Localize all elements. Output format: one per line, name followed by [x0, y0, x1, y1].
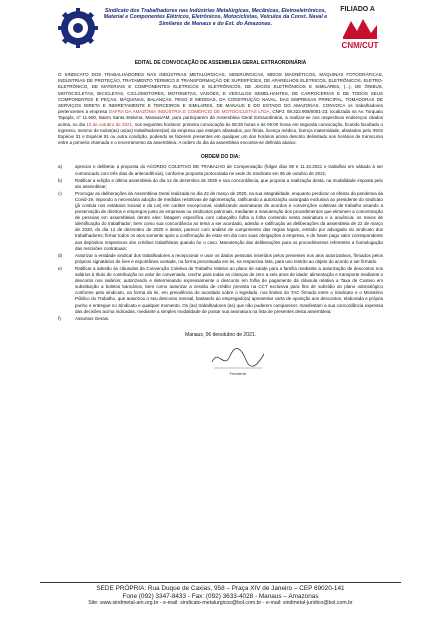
- intro-paragraph: [58, 72, 383, 146]
- intro-text-1: O SINDICATO DOS TRABALHADORES NAS INDÚSTRIAS METALÚRGICAS, SIDERÚRGICAS, MEIOS MAGNÉTICOS, MÁQUINAS FOTOGRÁFICAS, INDÚSTRIAS DE PROTEÇÃO, TRATAMENTO TÉRMICO E TRANSFORMAÇÃO DE SUPERFÍCIES, DE APARELHOS ELÉTRICOS, ELETRÔNICOS, ELETRO-ELETRÔNICO, DE MATERIAIS E COMPONENTES ELÉTRICOS E ELETRÔNICOS, DE JOGOS ELETRÔNICOS E SIMILARES, (...), DE ÔNIBUS, MOTOCICLETAS, BICICLETAS, CICLOMOTORES, MOTONETAS, VAGÕES, E VEÍCULOS SEMELHANTES, DE CARROCERIAS E DE TODOS SEUS COMPONENTES E PEÇAS, MÁQUINAS, BALANÇAS, PESO E MEDIDAS, DA CONSTRUÇÃO NAVAL, DAS EMPRESAS PRINCIPAL, TOMADORAS DE SERVIÇOS DIRETA E INDIRETAMENTE E TERCEIROS E SIMILARES, DE MANAUS E DO ESTADO DO AMAZONAS. CONVOCA os trabalhadores pertencentes a empresa: [58, 72, 383, 115]
- agenda-item: [58, 266, 383, 315]
- company-name: DAFRA DA AMAZÔNIA INDÚSTRIA E COMÉRCIO DE MOTOCICLETAS LTDA: [108, 109, 270, 115]
- signature-caption: Presidente: [229, 371, 247, 376]
- item-text: Autorizar a entidade sindical dos trabalhadores a recepcionar e usar os dados pessoais inseridos pelos presentes nos atos autorizativos, firmados pelos próprios signatários de livre e espontânea vontade, na forma preceituada em lei, na respectiva lista, para uso restrito ao objeto do acordo a ser firmado.: [75, 252, 383, 264]
- signature-block: [58, 344, 383, 384]
- footer-phone: Fone (092) 3347-8433 - Fax: (092) 3633-4028 - Manaus – Amazonas: [122, 592, 319, 600]
- agenda-item: [58, 164, 383, 176]
- agenda-item: [58, 178, 383, 190]
- agenda-list: [58, 164, 383, 321]
- document-title: EDITAL DE CONVOCAÇÃO DE ASSEMBLEIA GERAL EXTRAORDINÁRIA: [134, 60, 307, 66]
- agenda-heading: ORDEM DO DIA:: [200, 154, 241, 161]
- item-text: Prorrogar as deliberações da Assembleia Geral realizada no dia 22 de março de 2020, na sua integralidade, enquanto perdurar os efeitos da pandemia da Covid-19, impondo a necessária adoção de medidas restritivas de aglomeração, ratificando a autorização outorgada exclusiva ao presidente do sindicato (já contida nos estatutos sociais e da Lei) em caráter excepcional, viabilizando assinaturas de acordos e convenções coletivas de trabalho visando a preservação de direitos e empregos junto as empresas ou sindicatos patronais, mediante a manutenção dos procedimentos que eliminem a concentração de pessoas em assembleias dentre eles: listagem específica com cabeçalho folha a folha contendo nesta assinatura e a anuência; os meios de identificação do trabalhador; bem como sua concordância ao tema a ser acordado, adesão e ratificação as deliberações da assembleia de 22 de março de 2020, do dia 12 de dezembro de 2020 e desta; parecer com análise de cumprimento das regras legais, emitido por advogado do sindicato dos trabalhadores; firmar todos os atos somente após a confirmação de estar em dia com suas obrigações a empresa, e de haver pago valor correspondente aos depósitos respectivos dos créditos trabalhistas quando for o caso. Manutenção das deliberações para os procedimentos referentes a homologação das rescisões contratuais;: [75, 190, 383, 251]
- union-name: Sindicato dos Trabalhadores nas Indústrias Metalúrgicas, Mecânicas, Eletroeletrônicos, Material e Componentes Elétricos, Eletrônicos, Motociclistas, Veículos da Const. Naval e Similares de Manaus e do Est. do Amazonas.: [103, 8, 328, 27]
- item-text: apreciar e deliberar a proposta do ACORDO COLETIVO DE TRABALHO de Compensação (folgar dias 08 e 11.10.2021 e trabalhar em sábado à ser comunicado com três dias de antecedência), conforme proposta protocolada ne sede do Sindicato em 06 de outubro de 2021;: [75, 164, 383, 176]
- affiliation-label: FILIADO A: [340, 6, 375, 13]
- item-letter: a): [58, 164, 63, 170]
- item-letter: e): [58, 265, 63, 271]
- cnm-cut-wordmark: CNM/CUT: [341, 41, 379, 50]
- footer-address: SEDE PRÓPRIA: Rua Duque de Caxias, 958 – Praça XIV de Janeiro – CEP 69020-141: [96, 585, 345, 592]
- union-gear-logo: [58, 8, 98, 48]
- item-letter: b): [58, 177, 63, 183]
- intro-text-3: , nos seguintes horários: primeira convocação às 08:30 horas e às 09:00 horas em segunda convocação, ficando facultado o ingresso, mesmo de todos(as) os(as) trabalhadores(as) da empresa que estejam afastados, por férias, licença médica, licença maternidade, afastados pelo INSS Espécie 31 e Espécie 91 ou outra condição, podendo se fazerem presentes em qualquer um dos horários acima descrito delimitado nos horários de transcurso entre a primeira chamada e o encerramento da assembleia. A ordem do dia da assembleia encontra-se definida abaixo:: [58, 121, 384, 146]
- handwritten-signature: [208, 344, 268, 378]
- intro-text-2: , CNPJ: 08.322.908/0001-23, localizada na Av. Torquato Tapajós, nº 11.600, Bairro Santa Etelvina, Manaus/AM, para participarem da Assembleia Geral Extraordinária, a realizar-se nos respectivos endereços citados acima, no dia: [58, 109, 384, 127]
- item-letter: f): [58, 315, 61, 321]
- cnm-cut-logo: [337, 15, 383, 51]
- item-letter: c): [58, 190, 62, 196]
- footer: [40, 582, 401, 608]
- assembly-date: 13 de outubro de 2021: [86, 121, 133, 127]
- agenda-item: [58, 316, 383, 322]
- agenda-item: [58, 191, 383, 252]
- item-text: Assuntos Gerais.: [75, 315, 110, 321]
- footer-contacts: Site: www.sindmetal-am.org.br - e-mail: sindicato-metalurgicos@bol.com.br - e-mail: sindmetal-juridico@bol.com.br: [88, 600, 353, 607]
- item-text: Ratificar a edição e última assembleia do dia 12 de dezembro de 2020 e sua concordância, que propicia a realização desta, na modalidade imposta pelo ato assemblear;: [75, 177, 383, 189]
- agenda-item: [58, 253, 383, 265]
- item-letter: d): [58, 252, 63, 258]
- place-and-date: Manaus, 06 deoutubro de 2021.: [185, 331, 256, 338]
- letterhead: [58, 6, 383, 54]
- item-text: Ratificar a adesão às cláusulas da Convenção Coletiva de Trabalho relativo ao plano de saúde para a família mediante a autorização de descontos nos salários à título de contribuição no valor de conveniado, creche para todas as crianças de zero a seis anos de idade; alimentação e transporte mediante o desconto nos salários; autorizando e determinando expressamente o desconto em folha de pagamento da cláusula relativa a Taxa de Custeio em substituição a boletos bancários, bem como autorizar a cessão de crédito prevista na CCT exclusiva para fins de subsídio do plano odontológico conforme pelo sindicato, na forma da lei, em prevalência do acordado sobre o legislado, nos limites do TAC firmado entre o Sindicato e o Ministério Público do Trabalho, que autorizou o seu desconto mensal, bastando ao empregado(a) apresentar carta de oposição aos descontos, elaborada e própria punho e entregue no Sindicato e qualquer momento. Os (as) trabalhadores (as) que não puderem comparecer, manifestam a sua concordância expressa das decisões acima indicadas, mediante a simples modalidade de postar sua assinatura na lista de presentes desta assembleia;: [75, 265, 383, 314]
- footer-divider: [40, 582, 401, 583]
